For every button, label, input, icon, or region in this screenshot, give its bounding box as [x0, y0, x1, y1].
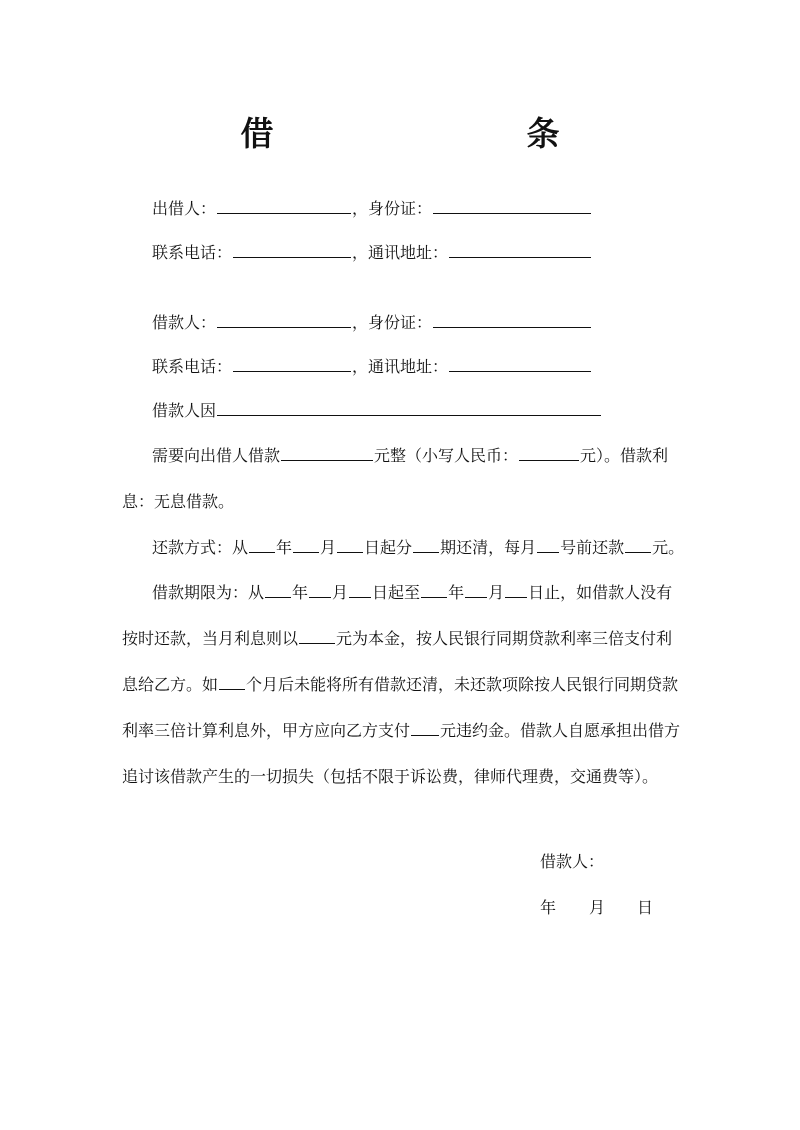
borrower-id-blank[interactable] — [433, 313, 591, 328]
amount-text-1: 需要向出借人借款 — [152, 446, 281, 465]
amount-text-4: 息：无息借款。 — [122, 492, 235, 511]
lender-name-label: 出借人： — [152, 199, 217, 218]
signature-borrower-label: 借款人： — [540, 852, 605, 871]
lender-id-blank[interactable] — [433, 199, 591, 214]
borrower-id-label: ，身份证： — [352, 313, 433, 332]
term-line-4 — [122, 718, 680, 741]
borrower-reason-blank[interactable] — [217, 401, 601, 416]
borrower-name-label: 借款人： — [152, 313, 217, 332]
term-text-3: 月 — [332, 583, 349, 602]
term-line-5 — [122, 764, 658, 787]
amount-text-3: 元）。借款利 — [580, 446, 669, 465]
term-text-4: 日起至 — [372, 583, 421, 602]
lender-address-blank[interactable] — [449, 243, 591, 258]
borrower-name-blank[interactable] — [217, 313, 351, 328]
signature-year: 年 — [540, 898, 557, 917]
borrower-reason-row — [152, 398, 602, 421]
term-start-year-blank[interactable] — [265, 583, 291, 598]
borrower-address-blank[interactable] — [449, 357, 591, 372]
borrower-reason-label: 借款人因 — [152, 401, 217, 420]
amount-line-1 — [152, 443, 668, 466]
lender-id-label: ，身份证： — [352, 199, 433, 218]
borrower-name-row — [152, 310, 592, 333]
repay-periods-blank[interactable] — [413, 538, 439, 553]
repay-date-blank[interactable] — [537, 538, 559, 553]
term-end-year-blank[interactable] — [421, 583, 447, 598]
term-line-1 — [152, 580, 672, 603]
lender-name-blank[interactable] — [217, 199, 351, 214]
term-start-day-blank[interactable] — [349, 583, 371, 598]
term-text-5: 年 — [448, 583, 465, 602]
signature-day: 日 — [637, 898, 654, 917]
term-text-14: 追讨该借款产生的一切损失（包括不限于诉讼费，律师代理费，交通费等）。 — [122, 767, 659, 786]
borrower-address-label: ，通讯地址： — [352, 357, 449, 376]
repay-text-5: 期还清，每月 — [440, 538, 537, 557]
term-text-1: 借款期限为：从 — [152, 583, 265, 602]
lender-name-row — [152, 196, 592, 219]
repay-month-blank[interactable] — [293, 538, 319, 553]
term-text-12: 利率三倍计算利息外，甲方应向乙方支付 — [122, 721, 411, 740]
term-text-11: 个月后未能将所有借款还清，未还款项除按人民银行同期贷款 — [246, 675, 679, 694]
repay-amount-blank[interactable] — [625, 538, 651, 553]
term-line-3 — [122, 672, 678, 695]
term-text-2: 年 — [292, 583, 309, 602]
borrower-phone-label: 联系电话： — [152, 357, 233, 376]
repay-text-6: 号前还款 — [560, 538, 625, 557]
repayment-line — [152, 535, 684, 558]
lender-phone-blank[interactable] — [233, 243, 351, 258]
amount-lowercase-blank[interactable] — [519, 446, 579, 461]
term-months-blank[interactable] — [219, 675, 245, 690]
term-text-6: 月 — [488, 583, 505, 602]
term-text-7: 日止，如借款人没有 — [528, 583, 673, 602]
document-title: 借 条 — [240, 114, 670, 153]
amount-uppercase-blank[interactable] — [281, 446, 373, 461]
repay-day-blank[interactable] — [337, 538, 363, 553]
term-penalty-blank[interactable] — [411, 721, 439, 736]
lender-address-label: ，通讯地址： — [352, 243, 449, 262]
repay-text-2: 年 — [276, 538, 293, 557]
term-text-9: 元为本金，按人民银行同期贷款利率三倍支付利 — [336, 629, 673, 648]
term-end-month-blank[interactable] — [465, 583, 487, 598]
borrower-contact-row — [152, 354, 592, 377]
signature-month: 月 — [589, 898, 606, 917]
lender-contact-row — [152, 240, 592, 263]
repay-year-blank[interactable] — [249, 538, 275, 553]
term-line-2 — [122, 626, 672, 649]
repay-text-7: 元。 — [652, 538, 685, 557]
repay-text-3: 月 — [320, 538, 337, 557]
repay-text-1: 还款方式：从 — [152, 538, 249, 557]
term-interest-principal-blank[interactable] — [299, 629, 335, 644]
repay-text-4: 日起分 — [364, 538, 413, 557]
amount-line-2 — [122, 489, 234, 512]
lender-phone-label: 联系电话： — [152, 243, 233, 262]
term-text-8: 按时还款，当月利息则以 — [122, 629, 299, 648]
term-text-13: 元违约金。借款人自愿承担出借方 — [440, 721, 681, 740]
term-start-month-blank[interactable] — [309, 583, 331, 598]
term-end-day-blank[interactable] — [505, 583, 527, 598]
amount-text-2: 元整（小写人民币： — [374, 446, 519, 465]
borrower-phone-blank[interactable] — [233, 357, 351, 372]
term-text-10: 息给乙方。如 — [122, 675, 219, 694]
